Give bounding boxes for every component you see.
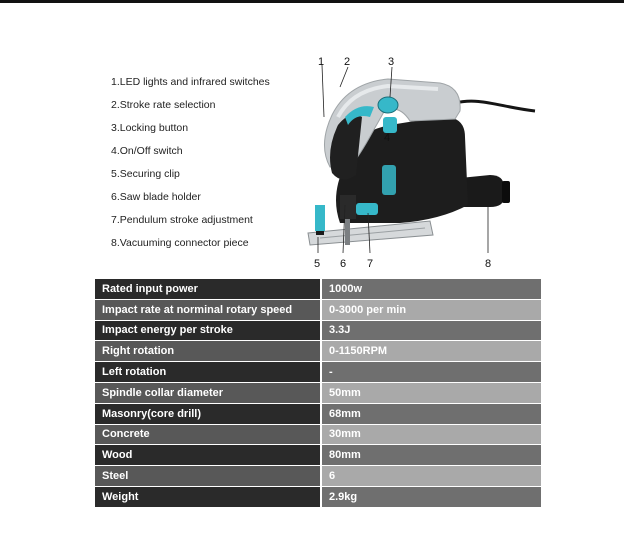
spec-row (95, 320, 541, 341)
spec-label: Left rotation (95, 362, 321, 383)
spec-row (95, 466, 541, 487)
callout-6: 6 (340, 258, 347, 270)
spec-label: Rated input power (95, 279, 321, 299)
spec-label: Impact energy per stroke (95, 320, 321, 341)
spec-label: Right rotation (95, 341, 321, 362)
callout-5: 5 (314, 258, 321, 270)
feature-item: 7.Pendulum stroke adjustment (111, 214, 253, 226)
feature-item: 5.Securing clip (111, 168, 180, 180)
spec-row (95, 424, 541, 445)
spec-value: 2.9kg (321, 486, 541, 507)
spec-label: Weight (95, 486, 321, 507)
spec-table (95, 279, 541, 508)
spec-row (95, 279, 541, 299)
callout-1: 1 (318, 56, 325, 68)
spec-row (95, 445, 541, 466)
feature-item: 8.Vacuuming connector piece (111, 237, 249, 249)
spec-value: 1000w (321, 279, 541, 299)
top-border (0, 0, 624, 3)
spec-row (95, 486, 541, 507)
feature-list (111, 72, 270, 256)
spec-value: 3.3J (321, 320, 541, 341)
callout-8: 8 (485, 258, 492, 270)
feature-item: 2.Stroke rate selection (111, 99, 216, 111)
spec-value: - (321, 362, 541, 383)
feature-item: 3.Locking button (111, 122, 189, 134)
spec-label: Steel (95, 466, 321, 487)
jigsaw-illustration (290, 55, 540, 270)
spec-value: 0-3000 per min (321, 299, 541, 320)
feature-item: 1.LED lights and infrared switches (111, 76, 270, 88)
spec-value: 68mm (321, 403, 541, 424)
callout-7: 7 (367, 258, 374, 270)
spec-value: 80mm (321, 445, 541, 466)
spec-label: Wood (95, 445, 321, 466)
spec-label: Concrete (95, 424, 321, 445)
spec-row (95, 403, 541, 424)
spec-row (95, 382, 541, 403)
spec-label: Masonry(core drill) (95, 403, 321, 424)
spec-value: 30mm (321, 424, 541, 445)
callout-4: 4 (384, 132, 391, 144)
feature-item: 4.On/Off switch (111, 145, 183, 157)
spec-row (95, 299, 541, 320)
spec-row (95, 362, 541, 383)
spec-value: 6 (321, 466, 541, 487)
feature-item: 6.Saw blade holder (111, 191, 201, 203)
spec-value: 50mm (321, 382, 541, 403)
spec-label: Impact rate at norminal rotary speed (95, 299, 321, 320)
spec-label: Spindle collar diameter (95, 382, 321, 403)
spec-value: 0-1150RPM (321, 341, 541, 362)
callout-2: 2 (344, 56, 351, 68)
callout-3: 3 (388, 56, 395, 68)
spec-row (95, 341, 541, 362)
